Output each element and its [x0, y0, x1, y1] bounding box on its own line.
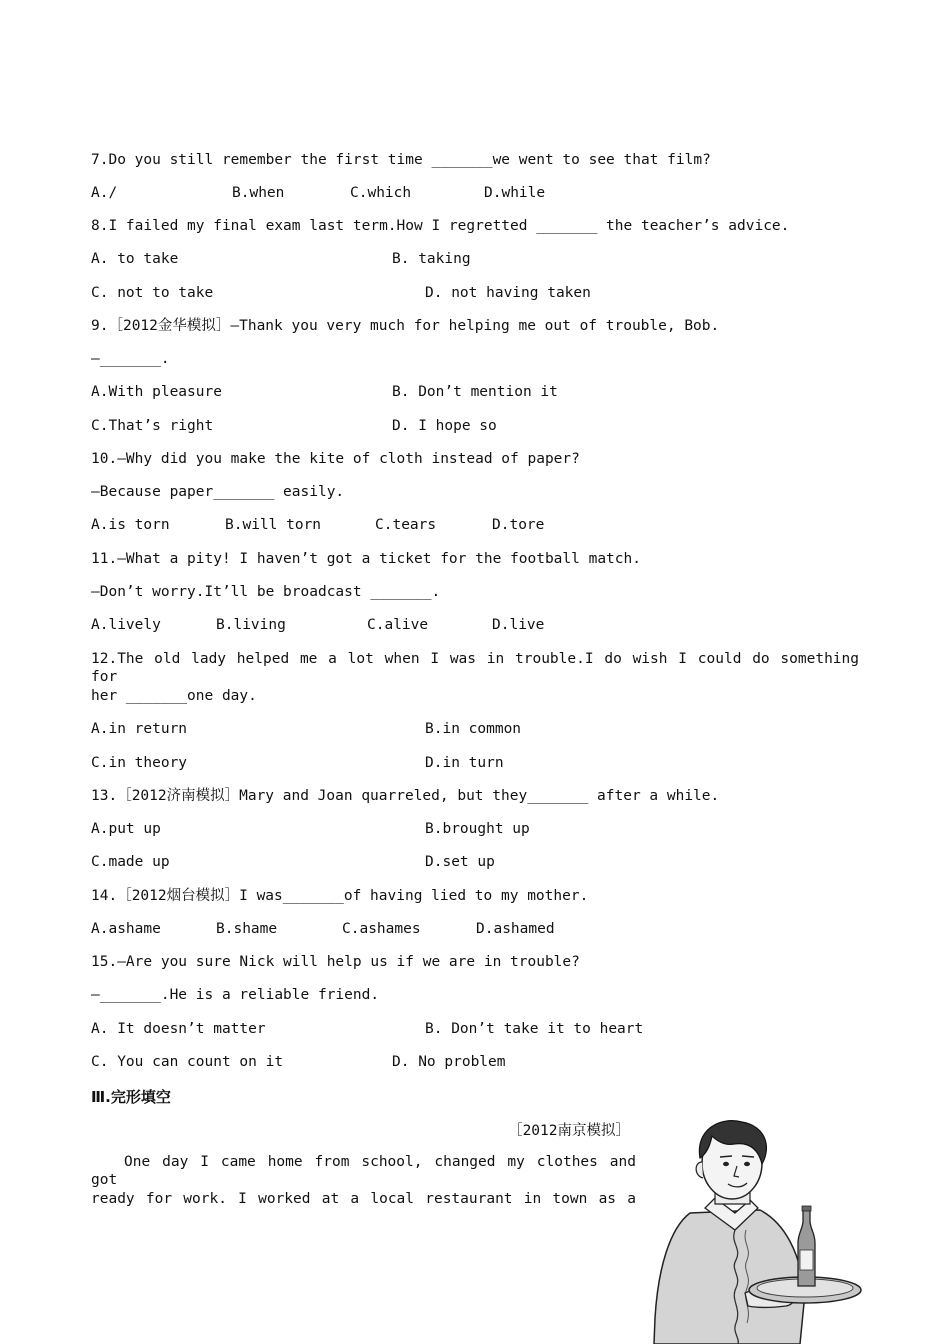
q14-option-c: C.ashames: [342, 921, 421, 937]
q10-option-c: C.tears: [375, 517, 437, 533]
q15-stem: 15.—Are you sure Nick will help us if we are in trouble?: [91, 954, 580, 970]
q12-option-b: B.in common: [425, 721, 522, 737]
passage-line-1: One day I came home from school, changed my clothes and got: [91, 1154, 636, 1188]
q8-option-a: A. to take: [91, 251, 179, 267]
q8-option-b: B. taking: [392, 251, 471, 267]
q10-response: —Because paper_______ easily.: [91, 484, 345, 500]
q12-option-c: C.in theory: [91, 755, 188, 771]
q14-option-d: D.ashamed: [476, 921, 555, 937]
q7-option-d: D.while: [484, 185, 546, 201]
q11-option-a: A.lively: [91, 617, 161, 633]
q13-option-b: B.brought up: [425, 821, 530, 837]
passage-source: ［2012南京模拟］: [508, 1123, 630, 1139]
q14-option-b: B.shame: [216, 921, 278, 937]
q13-stem: 13.［2012济南模拟］Mary and Joan quarreled, but they_______ after a while.: [91, 788, 720, 804]
q10-option-a: A.is torn: [91, 517, 170, 533]
q11-option-c: C.alive: [367, 617, 429, 633]
q15-option-a: A. It doesn’t matter: [91, 1021, 266, 1037]
section-heading: Ⅲ.完形填空: [91, 1088, 171, 1106]
q14-stem: 14.［2012烟台模拟］I was_______of having lied to my mother.: [91, 888, 589, 904]
q8-option-c: C. not to take: [91, 285, 214, 301]
q9-stem: 9.［2012金华模拟］—Thank you very much for helping me out of trouble, Bob.: [91, 318, 720, 334]
q13-option-a: A.put up: [91, 821, 161, 837]
q8-option-d: D. not having taken: [425, 285, 591, 301]
q15-option-b: B. Don’t take it to heart: [425, 1021, 644, 1037]
q11-response: —Don’t worry.It’ll be broadcast _______.: [91, 584, 441, 600]
q15-option-d: D. No problem: [392, 1054, 506, 1070]
q12-stem: 12.The old lady helped me a lot when I was in trouble.I do wish I could do something for: [91, 651, 859, 685]
q12-stem-continued: her _______one day.: [91, 688, 257, 704]
q11-option-b: B.living: [216, 617, 286, 633]
q14-option-a: A.ashame: [91, 921, 161, 937]
q9-option-c: C.That’s right: [91, 418, 214, 434]
waiter-illustration: [650, 1118, 865, 1344]
q7-option-b: B.when: [232, 185, 285, 201]
q10-stem: 10.—Why did you make the kite of cloth instead of paper?: [91, 451, 580, 467]
q12-option-a: A.in return: [91, 721, 188, 737]
q11-option-d: D.live: [492, 617, 545, 633]
q7-option-c: C.which: [350, 185, 412, 201]
q7-option-a: A./: [91, 185, 118, 201]
q8-stem: 8.I failed my final exam last term.How I regretted _______ the teacher’s advice.: [91, 218, 790, 234]
q10-option-b: B.will torn: [225, 517, 322, 533]
q13-option-c: C.made up: [91, 854, 170, 870]
q9-option-d: D. I hope so: [392, 418, 497, 434]
q12-option-d: D.in turn: [425, 755, 504, 771]
passage-line-2: ready for work. I worked at a local restaurant in town as a: [91, 1191, 636, 1207]
q9-option-a: A.With pleasure: [91, 384, 222, 400]
q9-response: —_______.: [91, 351, 170, 367]
q13-option-d: D.set up: [425, 854, 495, 870]
q9-option-b: B. Don’t mention it: [392, 384, 558, 400]
q15-option-c: C. You can count on it: [91, 1054, 284, 1070]
q11-stem: 11.—What a pity! I haven’t got a ticket for the football match.: [91, 551, 641, 567]
q10-option-d: D.tore: [492, 517, 545, 533]
q7-stem: 7.Do you still remember the first time _______we went to see that film?: [91, 152, 711, 168]
q15-response: —_______.He is a reliable friend.: [91, 987, 380, 1003]
